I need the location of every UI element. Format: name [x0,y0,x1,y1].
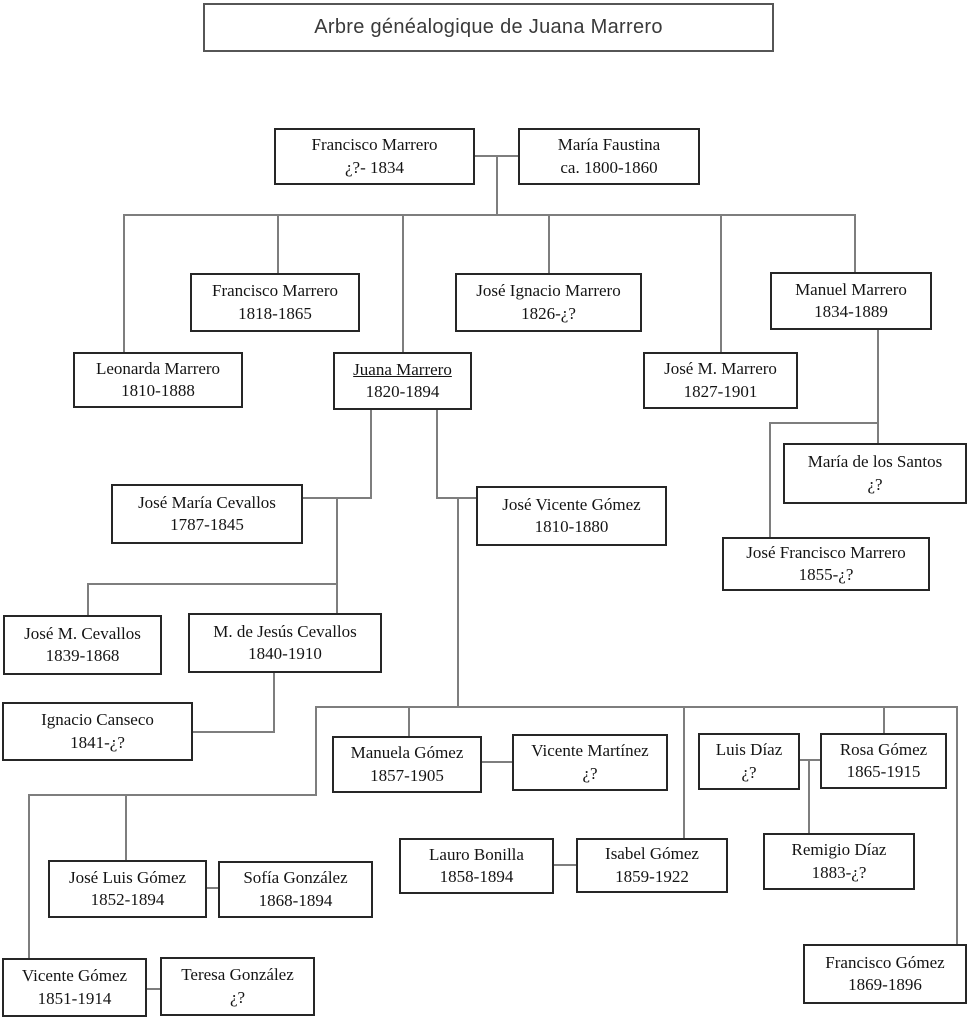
person-name: José M. Cevallos [24,623,141,643]
person-name: María de los Santos [807,452,943,472]
person-name: Ignacio Canseco [41,710,154,730]
person-name: Isabel Gómez [605,844,699,864]
person-box-leonarda-marrero [73,352,243,408]
connector-line [123,214,125,352]
person-dates: 1834-1889 [814,302,888,321]
person-name: José M. Marrero [664,359,777,379]
person-box-jose-m-marrero [643,352,798,409]
person-dates: ¿? [582,763,598,783]
person-name: Sofía González [243,868,348,888]
person-name: Juana Marrero [353,359,452,379]
person-name: Teresa González [181,965,294,985]
connector-line [436,410,438,499]
person-box-jose-luis-gomez [48,860,207,918]
connector-line [277,214,279,273]
person-name: María Faustina [557,135,661,155]
person-dates: 1839-1868 [45,646,120,665]
person-box-francisco-gomez [803,944,967,1004]
connector-line [207,887,218,889]
person-name: Remigio Díaz [791,840,887,860]
person-box-isabel-gomez [576,838,728,893]
person-dates: ¿? [867,474,883,494]
connector-line [28,794,30,960]
person-dates: 1787-1845 [170,515,244,534]
person-name: M. de Jesús Cevallos [213,621,357,641]
person-box-maria-de-los-santos [783,443,967,504]
connector-line [496,155,498,216]
connector-line [436,497,476,499]
person-dates: ¿? [741,762,757,782]
person-name: Vicente Gómez [21,966,128,986]
connector-line [147,988,160,990]
connector-line [808,759,810,835]
connector-line [315,706,317,796]
person-box-ignacio-canseco [2,702,193,761]
person-name: Francisco Marrero [311,135,438,155]
person-dates: 1868-1894 [258,890,333,910]
person-box-juana-marrero [333,352,472,410]
person-dates: 1852-1894 [90,890,165,909]
person-dates: 1840-1910 [248,644,322,663]
connector-line [123,214,856,216]
connector-line [800,759,820,761]
person-dates: 1810-1880 [534,517,609,536]
person-box-remigio-diaz [763,833,915,890]
person-dates: ¿?- 1834 [344,157,404,177]
person-name: Vicente Martínez [531,741,649,761]
person-dates: 1865-1915 [846,762,921,781]
connector-line [193,731,275,733]
person-box-jose-ignacio-marrero [455,273,642,332]
person-name: Manuel Marrero [795,279,907,299]
person-dates: 1810-1888 [121,381,195,400]
connector-line [315,706,958,708]
connector-line [87,583,89,615]
person-dates: ¿? [229,987,246,1007]
person-dates: 1820-1894 [365,382,440,401]
person-box-lauro-bonilla [399,838,554,894]
connector-line [683,706,685,840]
person-box-rosa-gomez [820,733,947,789]
person-box-manuel-marrero [770,272,932,330]
person-dates: 1857-1905 [370,765,444,785]
person-name: José María Cevallos [138,492,276,512]
connector-line [883,706,885,735]
person-name: José Vicente Gómez [502,494,641,514]
person-box-jose-maria-cevallos [111,484,303,544]
connector-line [769,422,771,537]
person-name: Leonarda Marrero [95,358,221,378]
person-name: Francisco Gómez [825,952,945,972]
connector-line [408,706,410,738]
person-dates: 1883-¿? [811,862,867,882]
person-dates: ca. 1800-1860 [560,157,658,177]
person-name: José Ignacio Marrero [476,281,621,301]
connector-line [720,214,722,352]
person-name: Rosa Gómez [839,739,928,759]
connector-line [548,214,550,273]
person-name: Francisco Marrero [211,281,339,301]
person-box-vicente-martinez [512,734,668,791]
person-name: Manuela Gómez [350,743,464,763]
connector-line [769,422,879,424]
person-box-luis-diaz [698,733,800,790]
diagram-title: Arbre généalogique de Juana Marrero [203,3,774,52]
person-dates: 1859-1922 [615,866,689,886]
person-name: José Luis Gómez [68,867,187,887]
connector-line [28,794,317,796]
connector-line [273,673,275,733]
person-dates: 1869-1896 [848,975,922,994]
person-dates: 1841-¿? [70,732,125,752]
connector-line [877,330,879,444]
person-dates: 1818-1865 [238,303,312,323]
person-dates: 1858-1894 [439,867,514,886]
person-box-jose-francisco-marrero [722,537,930,591]
person-box-jose-vicente-gomez [476,486,667,546]
connector-line [370,410,372,499]
person-name: Luis Díaz [715,740,783,760]
person-dates: 1855-¿? [798,565,854,584]
person-box-jose-m-cevallos [3,615,162,675]
connector-line [482,761,512,763]
connector-line [956,706,958,946]
person-box-maria-faustina [518,128,700,185]
person-box-francisco-marrero [190,273,360,332]
connector-line [336,497,338,614]
person-box-m-de-jesus-cevallos [188,613,382,673]
person-name: José Francisco Marrero [746,542,906,562]
connector-line [457,497,459,708]
connector-line [402,214,404,352]
person-name: Lauro Bonilla [429,844,524,864]
person-box-vicente-gomez [2,958,147,1017]
connector-line [554,864,576,866]
person-box-francisco-marrero-sr [274,128,475,185]
person-box-teresa-gonzalez [160,957,315,1016]
person-dates: 1851-1914 [37,988,112,1008]
person-dates: 1827-1901 [683,381,758,401]
person-dates: 1826-¿? [521,303,576,323]
connector-line [854,214,856,272]
connector-line [125,794,127,862]
connector-line [87,583,338,585]
person-box-manuela-gomez [332,736,482,793]
person-box-sofia-gonzalez [218,861,373,918]
